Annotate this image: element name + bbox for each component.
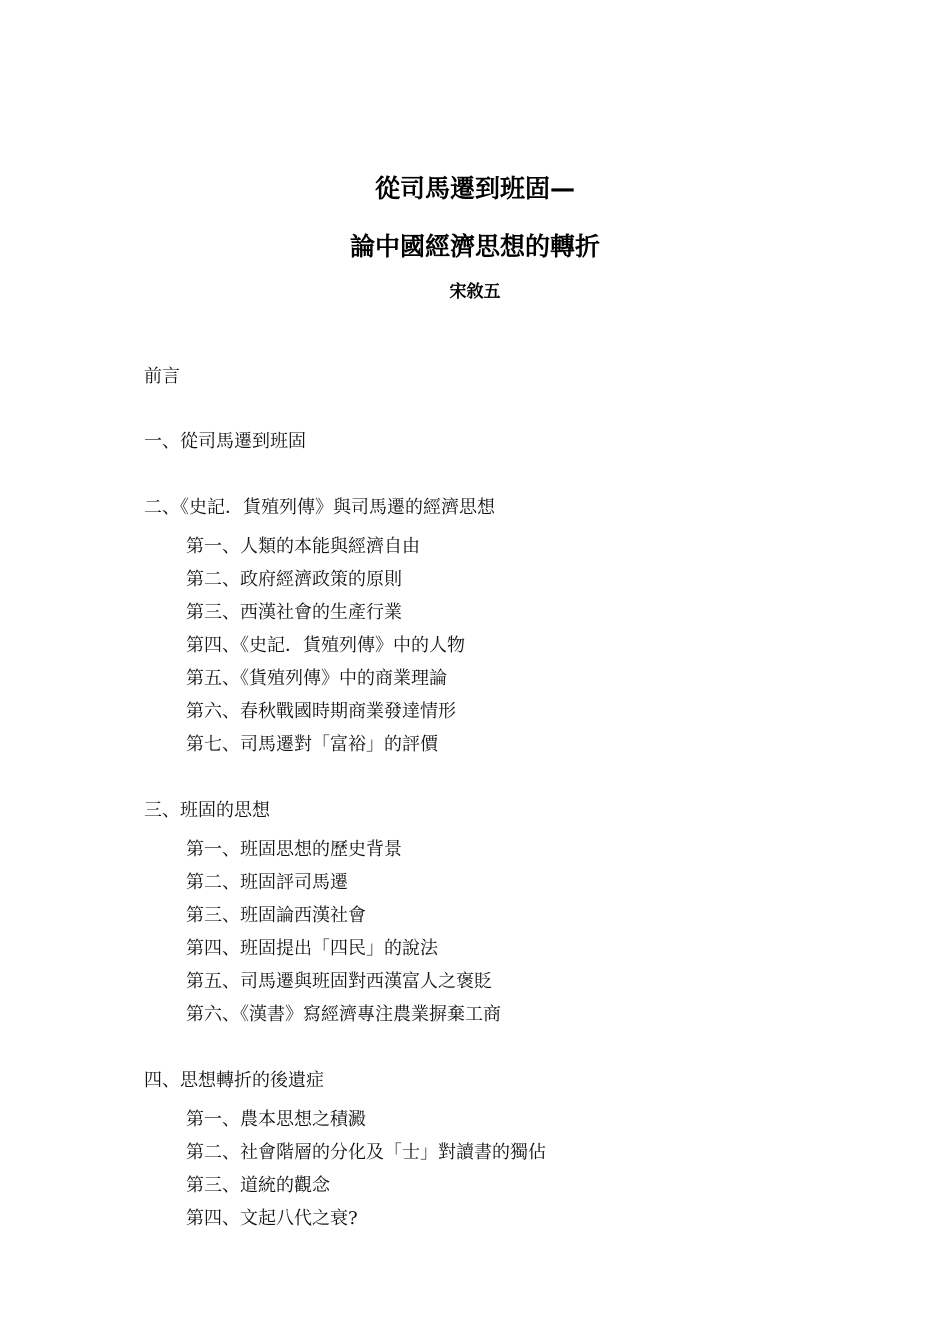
document-author: 宋敘五: [449, 282, 501, 302]
toc-part4-heading: 四、思想轉折的後遺症: [144, 1070, 324, 1091]
toc-part4-item: 第三、道統的觀念: [186, 1175, 330, 1196]
toc-part3-item: 第三、班固論西漢社會: [186, 905, 366, 926]
toc-part2-item: 第二、政府經濟政策的原則: [186, 569, 402, 590]
toc-part2-item: 第六、春秋戰國時期商業發達情形: [186, 701, 456, 722]
toc-part2-item: 第三、西漢社會的生產行業: [186, 602, 402, 623]
toc-part4-item: 第四、文起八代之衰?: [186, 1208, 358, 1229]
toc-part3-item: 第五、司馬遷與班固對西漢富人之褒貶: [186, 971, 492, 992]
toc-part1-heading: 一、從司馬遷到班固: [144, 431, 306, 452]
toc-part3-item: 第二、班固評司馬遷: [186, 872, 348, 893]
toc-preface: 前言: [144, 366, 180, 387]
toc-part2-item: 第七、司馬遷對「富裕」的評價: [186, 734, 438, 755]
toc-part2-item: 第五、《貨殖列傳》中的商業理論: [186, 668, 447, 689]
toc-part2-heading: 二、《史記．貨殖列傳》與司馬遷的經濟思想: [144, 497, 495, 518]
toc-part3-item: 第四、班固提出「四民」的說法: [186, 938, 438, 959]
toc-part2-item: 第四、《史記．貨殖列傳》中的人物: [186, 635, 465, 656]
document-title-line1: 從司馬遷到班固—: [374, 174, 575, 203]
toc-part4-item: 第二、社會階層的分化及「士」對讀書的獨佔: [186, 1142, 546, 1163]
toc-part3-item: 第一、班固思想的歷史背景: [186, 839, 402, 860]
toc-part3-item: 第六、《漢書》寫經濟專注農業摒棄工商: [186, 1004, 501, 1025]
toc-part3-heading: 三、班固的思想: [144, 800, 270, 821]
toc-part4-item: 第一、農本思想之積澱: [186, 1109, 366, 1130]
document-title-line2: 論中國經濟思想的轉折: [349, 232, 600, 261]
toc-part2-item: 第一、人類的本能與經濟自由: [186, 536, 420, 557]
